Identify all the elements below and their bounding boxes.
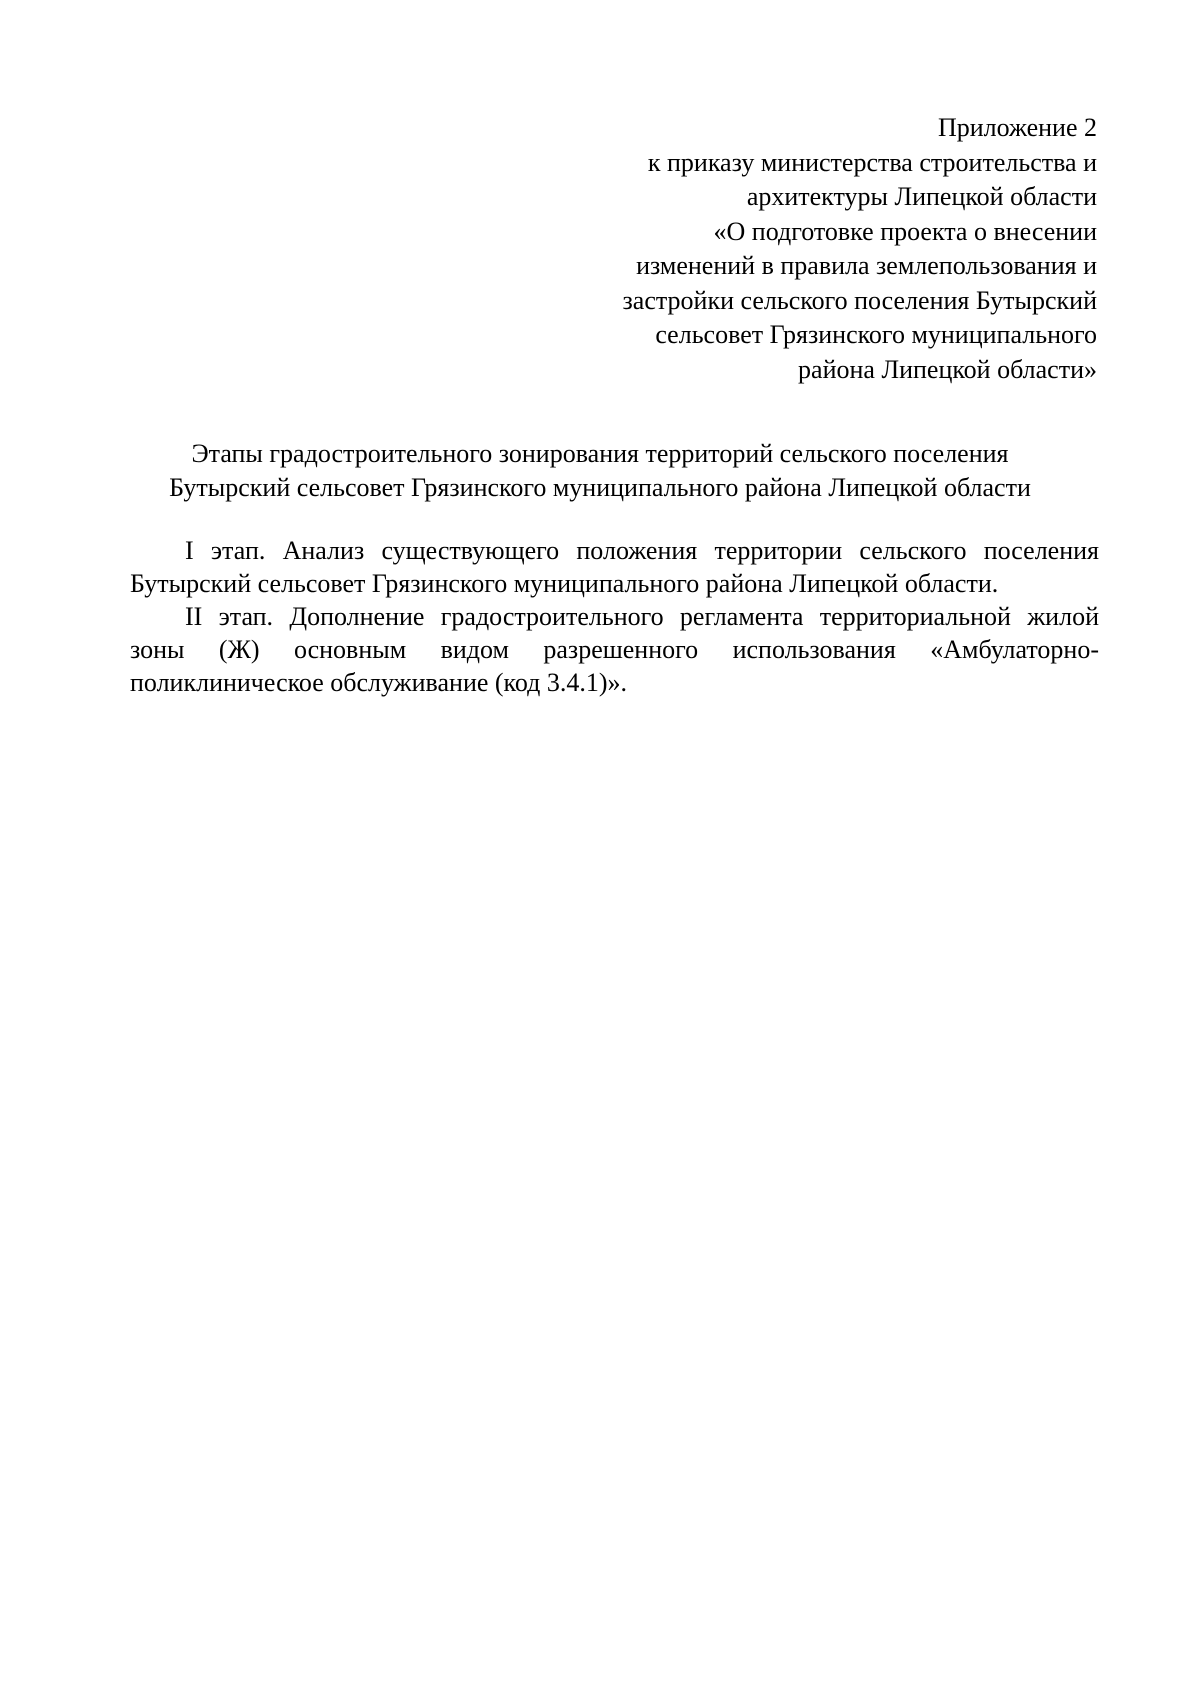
- appendix-reference-line: застройки сельского поселения Бутырский: [622, 285, 1097, 315]
- document-body: [130, 534, 1099, 699]
- appendix-reference-line: архитектуры Липецкой области: [746, 182, 1097, 211]
- appendix-reference-line: к приказу министерства строительства и: [647, 147, 1097, 177]
- stage-2-paragraph: II этап. Дополнение градостроительного регламента территориальной жилой зоны (Ж) основным видом разрешенного использования «Амбулаторно-поликлиническое обслуживание (код 3.4.1)».: [130, 602, 1099, 697]
- document-title-line: Этапы градостроительного зонирования территорий сельского поселения: [191, 439, 1009, 468]
- appendix-header: [497, 111, 1097, 387]
- stage-1-paragraph: I этап. Анализ существующего положения территории сельского поселения Бутырский сельсовет Грязинского муниципального района Липецкой области.: [130, 536, 1099, 598]
- document-title: [100, 437, 1100, 505]
- document-title-line: Бутырский сельсовет Грязинского муниципального района Липецкой области: [169, 473, 1031, 502]
- appendix-reference-line: района Липецкой области»: [798, 354, 1097, 384]
- appendix-reference-line: сельсовет Грязинского муниципального: [655, 320, 1097, 349]
- appendix-reference-line: «О подготовке проекта о внесении: [713, 216, 1097, 246]
- appendix-reference-line: изменений в правила землепользования и: [636, 251, 1097, 280]
- appendix-number: Приложение 2: [937, 113, 1097, 142]
